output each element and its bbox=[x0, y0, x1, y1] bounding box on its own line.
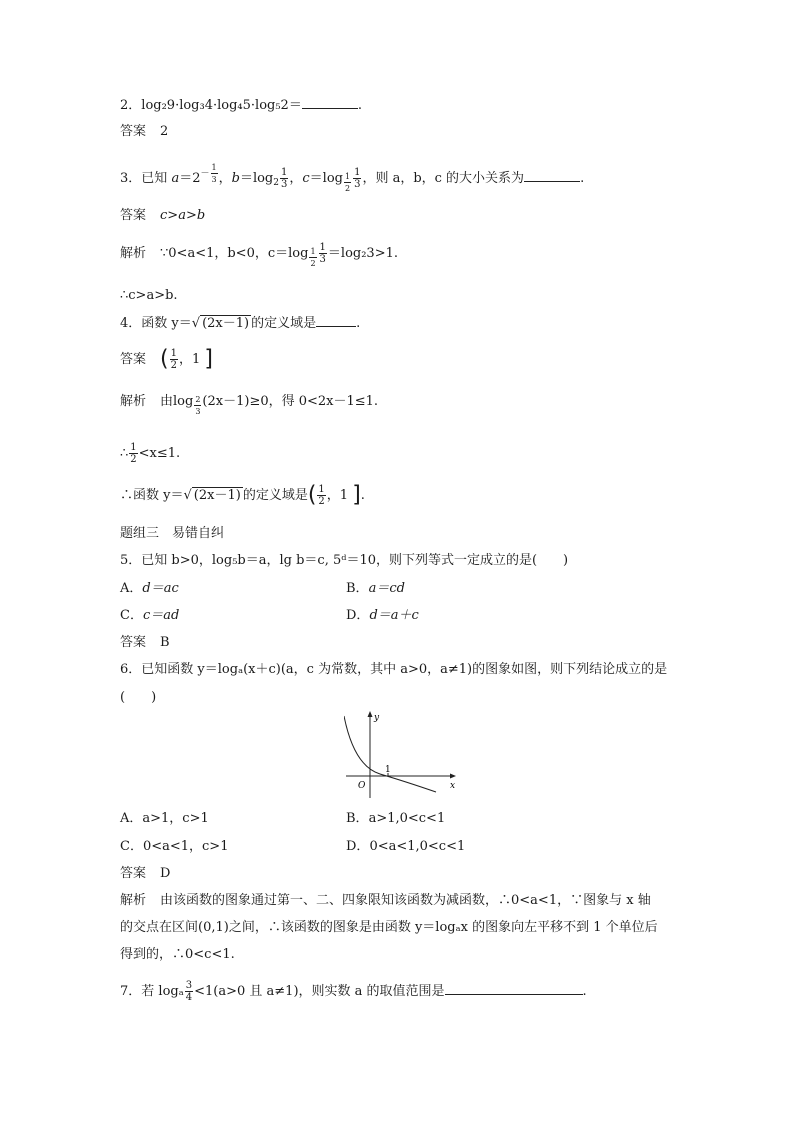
q6-paren: ( ) bbox=[120, 690, 157, 705]
q5-option-c[interactable]: C．c＝ad bbox=[120, 608, 180, 623]
q3-answer: 答案 c>a>b bbox=[120, 208, 206, 223]
q5-option-b[interactable]: B．a＝cd bbox=[346, 581, 405, 596]
q5-option-a[interactable]: A．d＝ac bbox=[120, 581, 179, 596]
q6-analysis-3: 得到的，∴0<c<1. bbox=[120, 947, 235, 962]
x-axis-arrow bbox=[450, 774, 456, 779]
tick-label-1: 1 bbox=[385, 765, 391, 775]
q3-conclusion: ∴c>a>b. bbox=[120, 288, 178, 303]
q4-step2: ∴ $\frac{1}{2}$ <x≤1. bbox=[120, 442, 181, 465]
q2-blank bbox=[302, 96, 358, 109]
q3-blank bbox=[524, 169, 580, 182]
q6-analysis-1: 解析 由该函数的图象通过第一、二、四象限知该函数为减函数，∴0<a<1，∵图象与 x 轴 bbox=[120, 893, 651, 908]
q3-analysis: 解析 ∵0<a<1，b<0，c＝log $_{\frac{1}{2}}$ $\frac{1}{3}$ ＝log₂3>1. bbox=[120, 242, 398, 268]
q4-answer: 答案 ( $\frac{1}{2}$ ，1 ] bbox=[120, 346, 213, 372]
y-axis-label: y bbox=[374, 713, 380, 723]
q6-option-b[interactable]: B．a>1,0<c<1 bbox=[346, 811, 446, 826]
x-axis-label: x bbox=[450, 781, 456, 791]
group3-title: 题组三 易错自纠 bbox=[120, 526, 225, 541]
origin-label: O bbox=[358, 781, 366, 791]
q5-answer: 答案 B bbox=[120, 635, 170, 650]
q6-analysis-2: 的交点在区间(0,1)之间，∴该函数的图象是由函数 y＝logₐx 的图象向左平移不到 1 个单位后 bbox=[120, 920, 658, 935]
q7-stem: 7．若 logₐ $\frac{3}{4}$ <1(a>0 且 a≠1)，则实数 a 的取值范围是 . bbox=[120, 980, 587, 1003]
q4-stem: 4．函数 y＝√ (2x－1) 的定义域是 . bbox=[120, 316, 361, 331]
q6-option-c[interactable]: C．0<a<1，c>1 bbox=[120, 839, 229, 854]
q5-stem: 5．已知 b>0，log₅b＝a，lg b＝c, 5ᵈ＝10，则下列等式一定成立的是( ) bbox=[120, 553, 569, 568]
q6-stem: 6．已知函数 y＝logₐ(x＋c)(a，c 为常数，其中 a>0，a≠1)的图象如图，则下列结论成立的是 bbox=[120, 662, 668, 677]
q4-step3: ∴函数 y＝√ (2x－1) 的定义域是( $\frac{1}{2}$ ，1 ]. bbox=[120, 482, 365, 508]
q5-option-d[interactable]: D．d＝a＋c bbox=[346, 608, 419, 623]
q7-blank bbox=[445, 982, 583, 995]
q2-stem: 2．log₂9·log₃4·log₄5·log₅2＝ . bbox=[120, 98, 362, 113]
q6-function-graph bbox=[344, 706, 460, 800]
q4-blank bbox=[316, 314, 356, 327]
q3-stem: 3．已知 $a=2^{- \frac{1}{3}}$ ，$b=\log_2$ $\frac{1}{3}$ ，c＝log $_{\frac{1}{2}}$ $\frac{1}{3}$ ，则 a，b，c 的大小关系为 . bbox=[120, 163, 585, 193]
q2-answer: 答案 2 bbox=[120, 124, 169, 139]
q6-answer: 答案 D bbox=[120, 866, 171, 881]
q4-analysis: 解析 由log $_{\frac{2}{3}}$ (2x－1)≥0，得 0<2x－1≤1. bbox=[120, 394, 379, 416]
y-axis-arrow bbox=[368, 711, 373, 717]
q6-option-d[interactable]: D．0<a<1,0<c<1 bbox=[346, 839, 466, 854]
q6-option-a[interactable]: A．a>1，c>1 bbox=[120, 811, 209, 826]
